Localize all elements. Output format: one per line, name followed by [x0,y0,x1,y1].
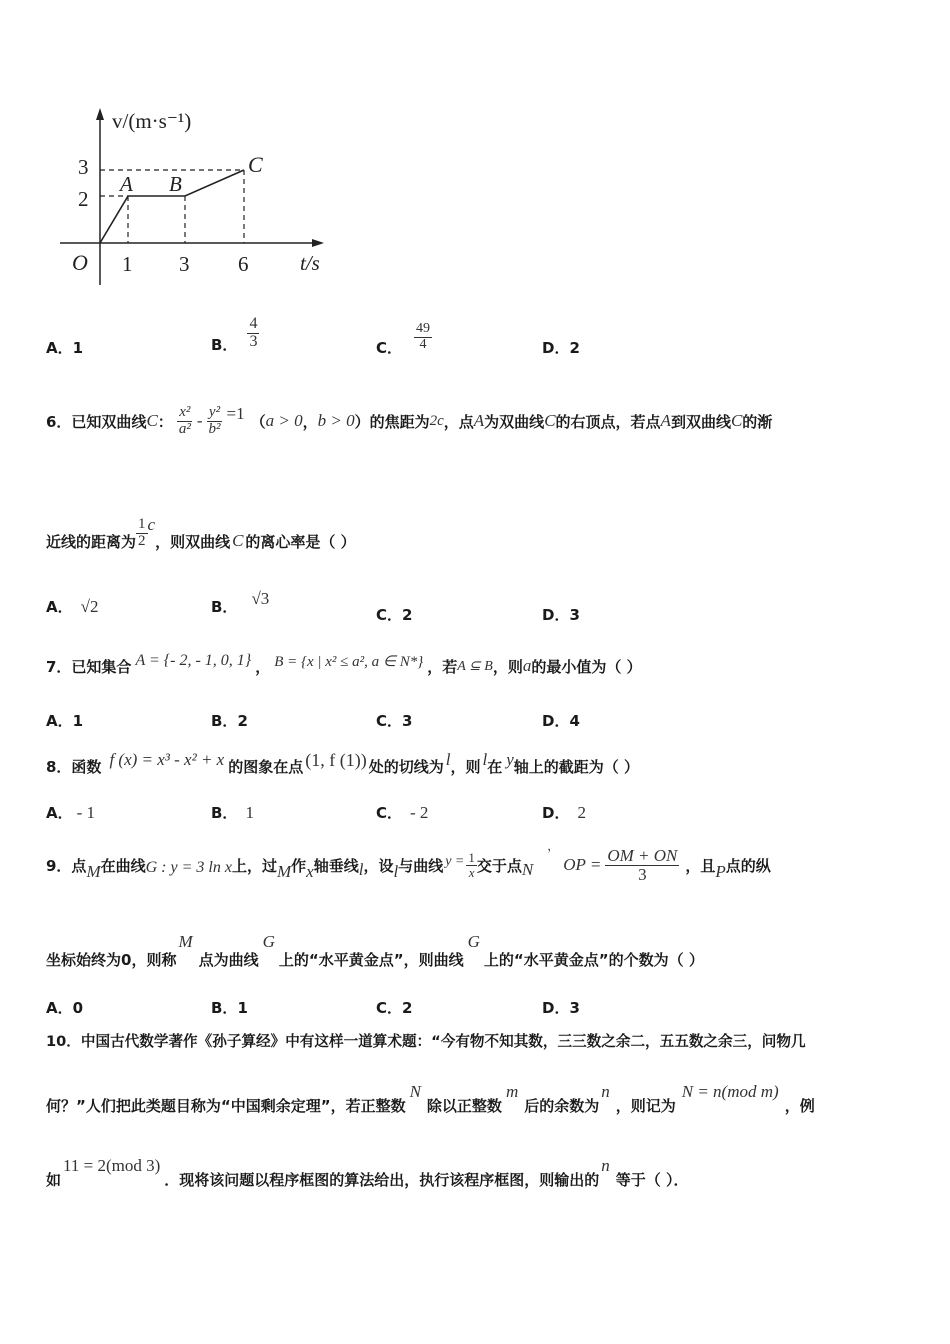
q10-stem-line3: 如 11 = 2(mod 3) ．现将该问题以程序框图的算法给出，执行该程序框图，则输出的 n 等于（ ）． [46,1156,689,1189]
y-tick-label: 3 [78,155,89,179]
x-axis-arrow [312,239,324,247]
q9-option-d[interactable]: D．3 [542,999,580,1017]
fraction: $\frac{1}{2}$ [138,515,146,549]
q7-option-d[interactable]: D．4 [542,712,580,730]
fraction: $\frac{\text{y²}}{\text{b²}}$ [208,403,221,437]
q5-option-d[interactable]: D．2 [542,339,580,357]
origin-label: O [72,250,88,275]
q7-option-a[interactable]: A．1 [46,712,84,730]
q8-option-b[interactable]: B． 1 [211,802,254,822]
y-axis-arrow [96,108,104,120]
y-tick-label: 2 [78,187,89,211]
q6-option-d[interactable]: D．3 [542,606,580,624]
q9-option-b[interactable]: B．1 [211,999,248,1017]
q7-option-c[interactable]: C．3 [376,712,413,730]
q8-stem: 8．函数 f (x) = x³ - x² + x 的图象在点 (1, f (1)) 处的切线为 l ，则 l 在 y 轴上的截距为（ ） [46,749,640,776]
point-label-a: A [120,172,133,196]
q5-option-c[interactable]: C． $\frac{49}{4}$ [376,321,431,357]
q9-option-a[interactable]: A．0 [46,999,84,1017]
q6-stem-line2: 近线的距离为 $\frac{1}{2}$ c ，则双曲线 C 的离心率是（ ） [46,515,356,551]
q8-option-d[interactable]: D． 2 [542,802,586,822]
fraction: $\frac{\text{x²}}{\text{a²}}$ [178,403,191,437]
q9-stem-line1: 9．点 M 在曲线 G : y = 3 ln x 上，过 M 作 x 轴垂线 l ，设 l 与曲线 y = $\frac{1}{x}$ 交于点 N ， OP = $\frac{OM + ON}{3}$ ，且 P 点的纵 [46,838,771,884]
q9-option-c[interactable]: C．2 [376,999,413,1017]
q6-option-c[interactable]: C．2 [376,606,413,624]
q5-option-a[interactable]: A．1 [46,339,84,357]
q6-option-b[interactable]: B． √3 [211,589,270,616]
q8-option-c[interactable]: C． - 2 [376,802,429,822]
q8-option-a[interactable]: A． - 1 [46,802,96,822]
velocity-time-graph [50,100,340,290]
point-label-c: C [248,152,263,177]
x-tick-label: 6 [238,252,249,276]
fraction: $\frac{49}{4}$ [416,321,431,352]
fraction: $\frac{1}{x}$ [468,849,475,880]
q7-option-b[interactable]: B．2 [211,712,248,730]
x-tick-label: 1 [122,252,133,276]
q7-stem: 7．已知集合 A = {- 2, - 1, 0, 1} ， B = {x | x² ≤ a², a ∈ N*} ，若 A ⊆ B ，则 a 的最小值为（ ） [46,652,642,676]
q9-stem-line2: 坐标始终为0，则称 M 点为曲线 G 上的“水平黄金点”，则曲线 G 上的“水平黄金点”的个数为（ ） [46,932,704,969]
q5-option-b[interactable]: B． $\frac{4}{3}$ [211,315,258,354]
q10-stem-line2: 何？”人们把此类题目称为“中国剩余定理”，若正整数 N 除以正整数 m 后的余数为 n ，则记为 N = n(mod m) ，例 [46,1082,815,1115]
fraction: $\frac{4}{3}$ [249,315,258,350]
point-label-b: B [169,172,182,196]
x-axis-label: t/s [300,251,320,275]
fraction: $\frac{OM + ON}{3}$ [607,845,678,884]
q10-stem-line1: 10．中国古代数学著作《孙子算经》中有这样一道算术题：“今有物不知其数，三三数之余二，五五数之余三，问物几 [46,1033,806,1050]
x-tick-label: 3 [179,252,190,276]
q6-option-a[interactable]: A． √2 [46,597,99,616]
q6-stem-line1: 6．已知双曲线 C ： $\frac{\text{x²}}{\text{a²}}$ - $\frac{\text{y²}}{\text{b²}}$ =1 （ a > 0 ， b > 0 ）的焦距为 2c ，点 A 为双曲线 C 的右顶点，若点 A 到双曲线 C 的渐 [46,403,773,437]
y-axis-label: v/(m·s⁻¹) [112,109,192,133]
